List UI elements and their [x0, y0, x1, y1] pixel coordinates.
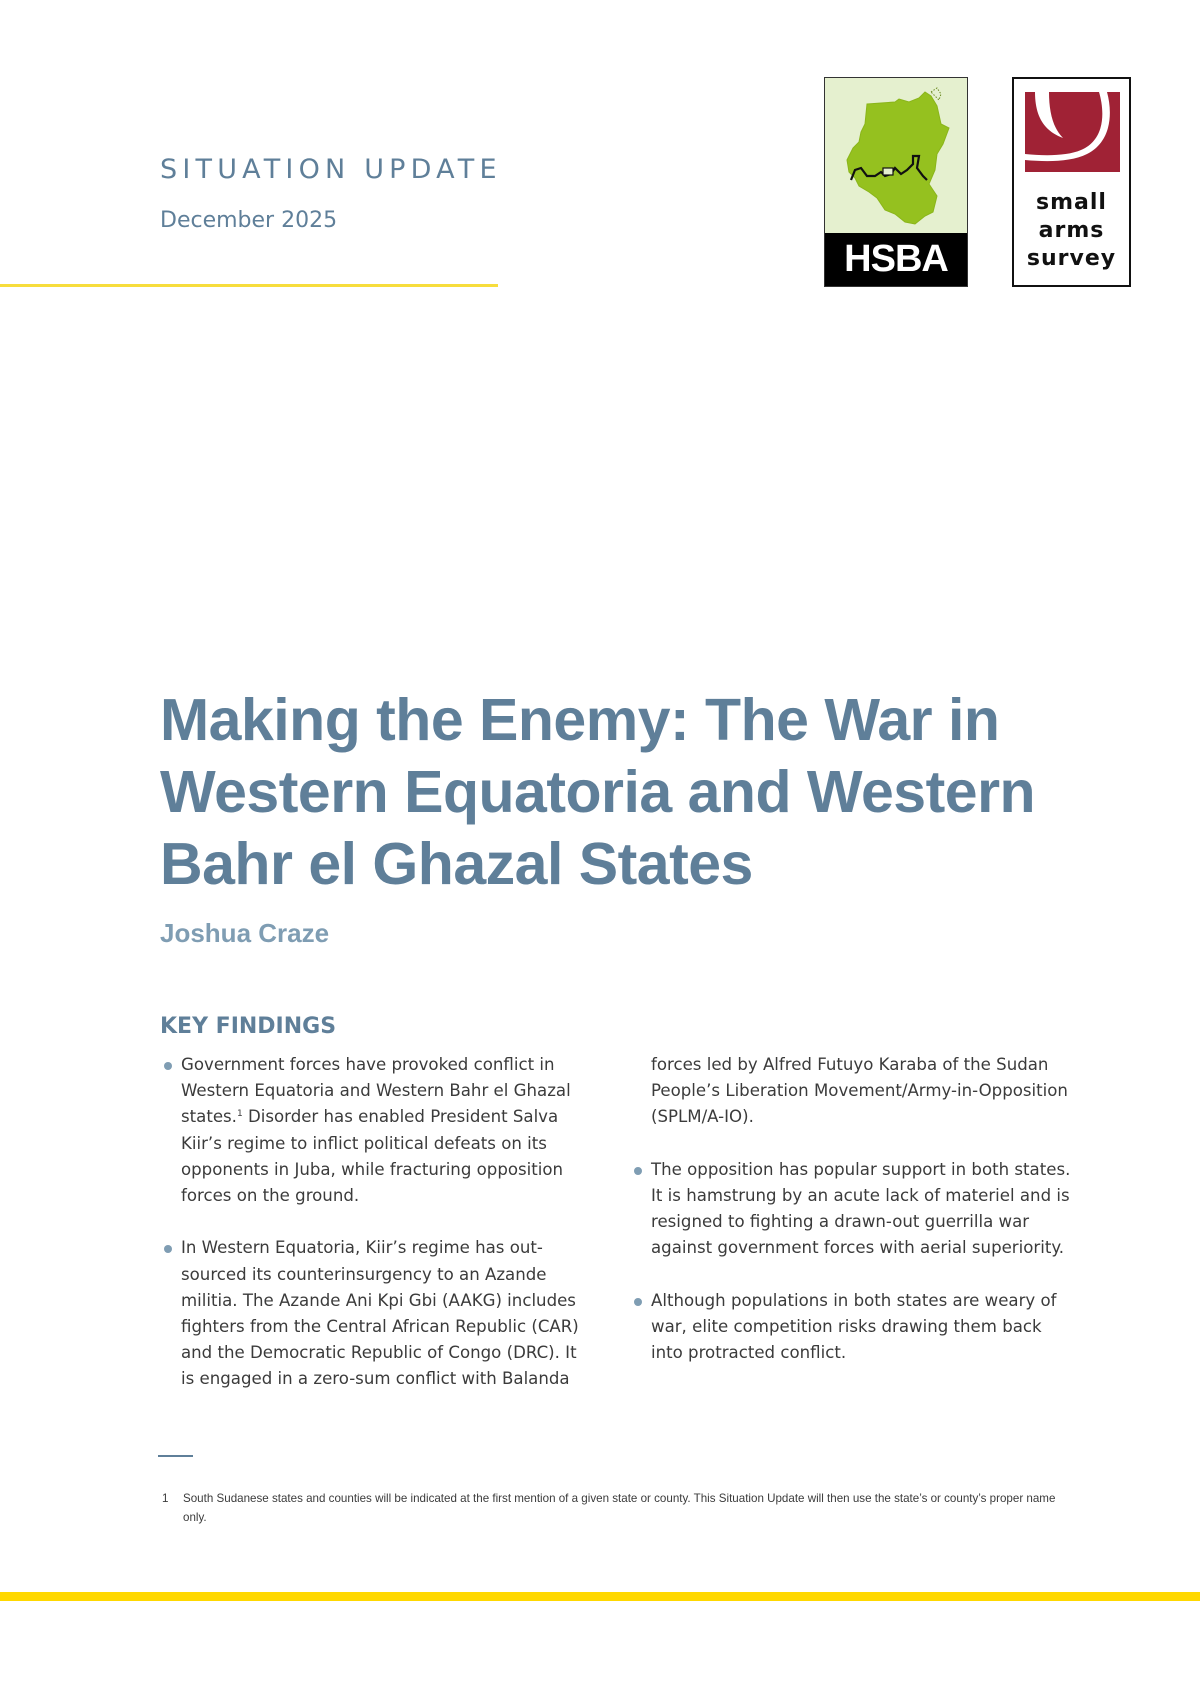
bullet-icon: [164, 1245, 172, 1253]
hsba-label: HSBA: [825, 233, 967, 286]
finding-item: [651, 1288, 1071, 1367]
footnote-ref[interactable]: 1: [236, 1109, 243, 1120]
sas-word-small: small: [1036, 190, 1107, 215]
small-arms-survey-mark-icon: [1025, 92, 1120, 172]
bottom-yellow-bar: [0, 1592, 1200, 1601]
finding-item-continued: [651, 1052, 1071, 1131]
finding-text: Disorder has enabled President Salva Kiir’s regime to inflict political defeats on its opponents in Juba, while fracturing opposition forces on the ground.: [181, 1107, 564, 1206]
sas-word-survey: survey: [1026, 246, 1117, 271]
finding-item: [651, 1157, 1071, 1262]
sas-word-arms: arms: [1038, 218, 1105, 243]
publication-date: December 2025: [160, 208, 338, 233]
hsba-logo: [824, 77, 968, 287]
footnote-text: South Sudanese states and counties will be indicated at the first mention of a given state or county. This Situation Update will then use the state’s or county’s proper name only.: [183, 1492, 1056, 1524]
key-findings-left-column: [181, 1052, 586, 1419]
finding-text: forces led by Alfred Futuyo Karaba of the Sudan People’s Liberation Movement/Army-in-Opposition (SPLM/A-IO).: [651, 1055, 1068, 1127]
author-name: Joshua Craze: [160, 918, 330, 948]
footnote-divider: [158, 1455, 193, 1457]
bullet-icon: [634, 1298, 642, 1306]
finding-text: The opposition has popular support in both states. It is hamstrung by an acute lack of materiel and is resigned to fighting a drawn-out guerrilla war against government forces with aerial superiority.: [651, 1159, 1071, 1258]
finding-item: [181, 1235, 586, 1392]
key-findings-right-column: [651, 1052, 1071, 1393]
title-line: Making the Enemy: The War in: [160, 687, 1000, 753]
bullet-icon: [634, 1167, 642, 1175]
small-arms-survey-wordmark: [1014, 189, 1129, 273]
header-divider: [0, 284, 498, 287]
key-findings-heading: KEY FINDINGS: [160, 1014, 337, 1039]
sudan-map-icon: [833, 84, 961, 234]
finding-text: Although populations in both states are weary of war, elite competition risks drawing them back into protracted conflict.: [651, 1290, 1057, 1363]
footnote: [162, 1489, 1062, 1527]
finding-text: In Western Equatoria, Kiir’s regime has out-sourced its counterinsurgency to an Azande militia. The Azande Ani Kpi Gbi (AAKG) includes fighters from the Central African Republic (CAR) and the Democratic Republic of Congo (DRC). It is engaged in a zero-sum conflict with Balanda: [181, 1238, 579, 1389]
footnote-number: 1: [162, 1492, 169, 1505]
title-line: Bahr el Ghazal States: [160, 831, 753, 897]
series-label: SITUATION UPDATE: [160, 154, 502, 185]
finding-text: Government forces have provoked conflict in Western Equatoria and Western Bahr el Ghazal states.: [181, 1055, 571, 1127]
small-arms-survey-logo: [1012, 77, 1131, 287]
bullet-icon: [164, 1062, 172, 1070]
document-title: [160, 684, 1060, 900]
finding-item: [181, 1052, 586, 1209]
title-line: Western Equatoria and Western: [160, 759, 1036, 825]
